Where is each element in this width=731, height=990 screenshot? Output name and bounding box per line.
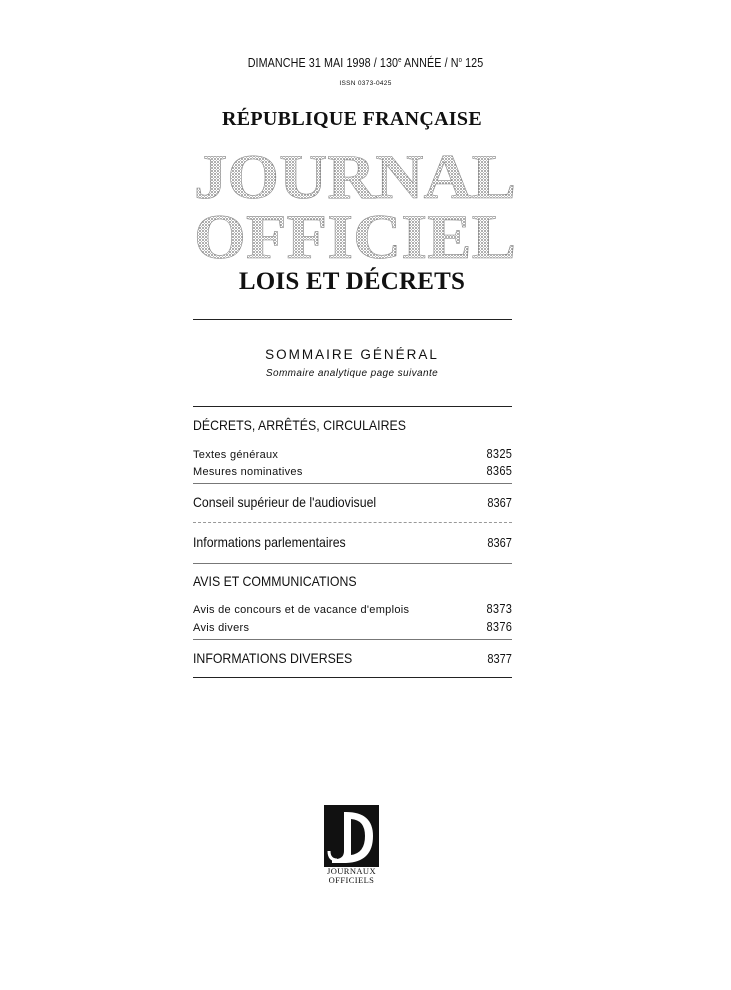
- dateline: DIMANCHE 31 MAI 1998 / 130e ANNÉE / $N^o$ 125: [247, 56, 484, 70]
- toc-section-heading: AVIS ET COMMUNICATIONS: [193, 573, 357, 589]
- masthead-line-journal: JOURNAL: [194, 141, 516, 212]
- divider: [193, 639, 512, 640]
- divider: [193, 483, 512, 484]
- divider: [193, 319, 512, 320]
- sommaire-note: Sommaire analytique page suivante: [265, 368, 439, 379]
- sommaire-title: SOMMAIRE GÉNÉRAL: [265, 347, 439, 362]
- toc-entry-avis-concours[interactable]: [193, 601, 512, 616]
- toc-entry-label: Avis de concours et de vacance d'emplois: [193, 604, 410, 616]
- logo-text-journaux: JOURNAUX: [326, 866, 376, 876]
- divider: [193, 677, 512, 678]
- republique-francaise-heading: RÉPUBLIQUE FRANÇAISE: [222, 108, 482, 130]
- toc-entry-avis-divers[interactable]: [193, 619, 512, 634]
- logo-d-icon: [324, 805, 379, 867]
- journaux-officiels-logo: [324, 805, 379, 885]
- toc-entry-page: 8373: [486, 601, 512, 616]
- issn-number: ISSN 0373-0425: [339, 80, 392, 87]
- toc-entry-label: Conseil supérieur de l'audiovisuel: [193, 494, 377, 510]
- journal-officiel-masthead: [190, 140, 520, 265]
- toc-entry-informations-parlementaires[interactable]: [193, 534, 512, 550]
- toc-entry-label: Informations parlementaires: [193, 534, 346, 550]
- toc-entry-label: Avis divers: [193, 622, 250, 634]
- toc-entry-page: 8367: [487, 535, 512, 550]
- toc-entry-page: 8367: [487, 495, 512, 510]
- divider: [193, 522, 512, 523]
- toc-entry-label: INFORMATIONS DIVERSES: [193, 650, 353, 666]
- toc-entry-page: 8365: [486, 463, 512, 478]
- toc-entry-page: 8377: [487, 651, 512, 666]
- toc-entry-mesures-nominatives[interactable]: [193, 463, 512, 478]
- divider: [193, 563, 512, 564]
- toc-entry-label: Textes généraux: [193, 449, 279, 461]
- divider: [193, 406, 512, 407]
- toc-entry-label: Mesures nominatives: [193, 466, 303, 478]
- logo-text-officiels: OFFICIELS: [328, 875, 375, 885]
- toc-entry-conseil-audiovisuel[interactable]: [193, 494, 512, 510]
- lois-et-decrets-title: LOIS ET DÉCRETS: [238, 268, 466, 295]
- masthead-line-officiel: OFFICIEL: [194, 201, 516, 265]
- toc-section-heading: DÉCRETS, ARRÊTÉS, CIRCULAIRES: [193, 417, 406, 433]
- toc-entry-page: 8325: [486, 446, 512, 461]
- toc-entry-informations-diverses[interactable]: [193, 650, 512, 666]
- toc-entry-textes-generaux[interactable]: [193, 446, 512, 461]
- toc-entry-page: 8376: [486, 619, 512, 634]
